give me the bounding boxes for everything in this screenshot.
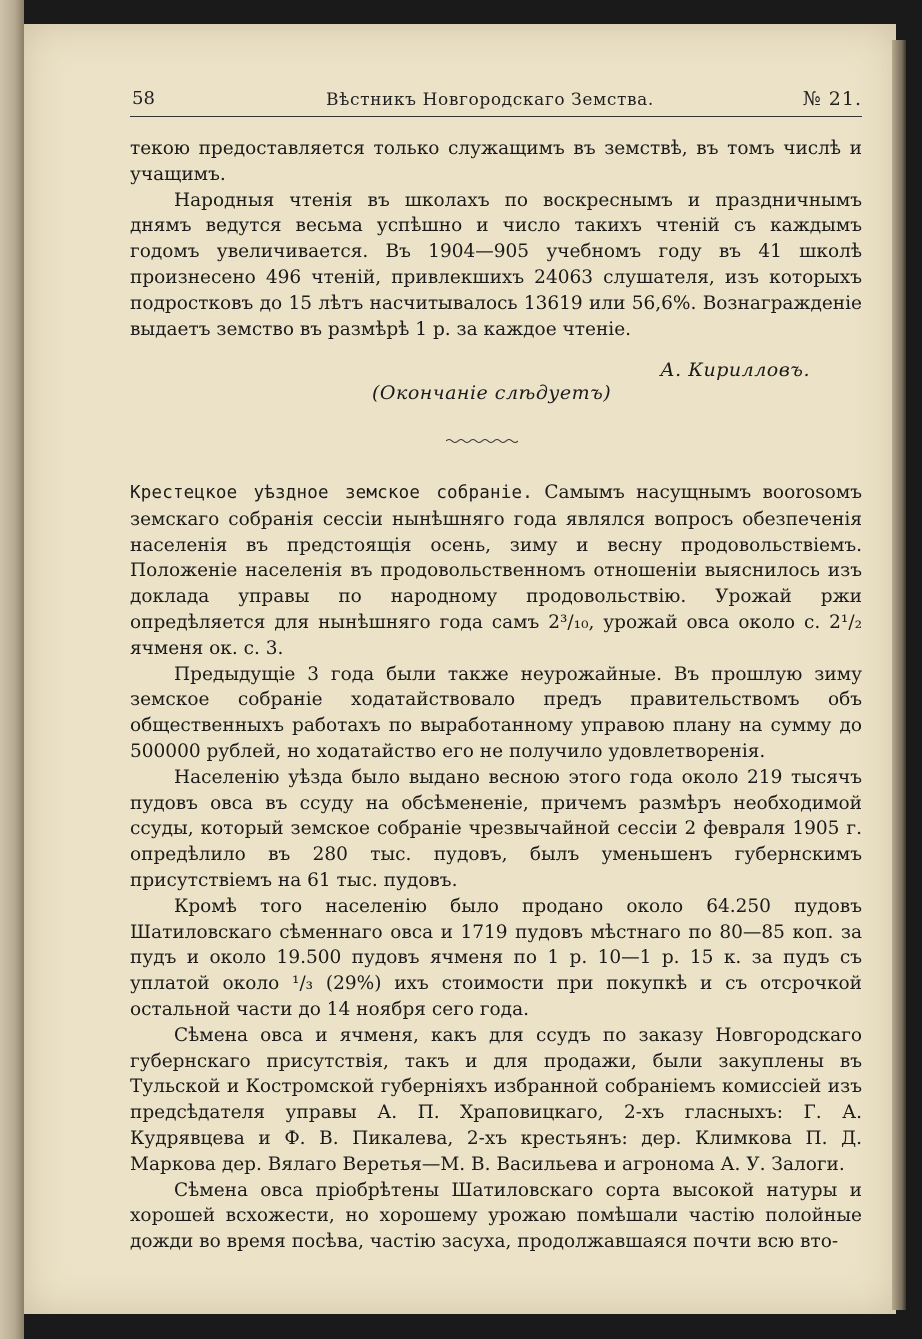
- running-header: [130, 86, 862, 117]
- section-divider: [446, 436, 518, 446]
- author-signature: А. Кирилловъ.: [660, 359, 810, 381]
- article-body: [130, 480, 862, 1255]
- paragraph: Населенію уѣзда было выдано весною этого года около 219 тысячъ пудовъ овса въ ссуду на обсѣмененіе, причемъ размѣръ необходимой ссуды, который земское собраніе чрезвычайной сессіи 2 февраля 1905 г. опредѣлило въ 280 тыс. пудовъ, былъ уменьшенъ губернскимъ присутствіемъ на 61 тыс. пудовъ.: [130, 766, 862, 891]
- paragraph: Сѣмена овса и ячменя, какъ для ссудъ по заказу Новгородскаго губернскаго присутствія, такъ и для продажи, были закуплены въ Тульской и Костромской губерніяхъ избранной собраніемъ комиссіей изъ предсѣдателя управы А. П. Храповицкаго, 2-хъ гласныхъ: Г. А. Кудрявцева и Ф. В. Пикалева, 2-хъ крестьянъ: дер. Климкова П. Д. Маркова дер. Вялаго Веретья—М. В. Васильева и агронома А. У. Залоги.: [130, 1024, 862, 1175]
- paragraph-text: Самымъ насущнымъ воorosомъ земскаго собранія сессіи нынѣшняго года являлся вопросъ обезпеченія населенія въ предстоящія осень, зиму и весну продовольствіемъ. Положеніе населенія въ продовольственномъ отношеніи выяснилось изъ доклада управы по народному продовольствію. Урожай ржи опредѣляется для нынѣшняго года самъ 2³/₁₀, урожай овса около с. 2¹/₂ ячменя ок. с. 3.: [130, 482, 862, 659]
- page-edge: [892, 40, 906, 1310]
- paragraph: текою предоставляется только служащимъ въ земствѣ, въ томъ числѣ и учащимъ.: [130, 138, 862, 185]
- journal-title: Вѣстникъ Новгородскаго Земства.: [326, 90, 654, 110]
- paragraph: Сѣмена овса пріобрѣтены Шатиловскаго сорта высокой натуры и хорошей всхожести, но хорошему урожаю помѣшали частію полойные дожди во время посѣва, частію засуха, продолжавшаяся почти всю вто-: [130, 1179, 862, 1253]
- paragraph: Народныя чтенія въ школахъ по воскреснымъ и праздничнымъ днямъ ведутся весьма успѣшно и число такихъ чтеній съ каждымъ годомъ увеличивается. Въ 1904—905 учебномъ году въ 41 школѣ произнесено 496 чтеній, привлекшихъ 24063 слушателя, изъ которыхъ подростковъ до 15 лѣтъ насчитывалось 13619 или 56,6%. Вознагражденіе выдаетъ земство въ размѣрѣ 1 р. за каждое чтеніе.: [130, 189, 862, 340]
- paragraph: Кромѣ того населенію было продано около 64.250 пудовъ Шатиловскаго сѣменнаго овса и 1719 пудовъ мѣстнаго по 80—85 коп. за пудъ и около 19.500 пудовъ ячменя по 1 р. 10—1 р. 15 к. за пудъ съ уплатой около ¹/₃ (29%) ихъ стоимости при покупкѣ и съ отсрочкой остальной части до 14 ноября сего года.: [130, 895, 862, 1020]
- article-heading: Крестецкое уѣздное земское собраніе.: [130, 483, 533, 503]
- continuation-note: (Окончаніе слѣдуетъ): [372, 382, 612, 404]
- article-ending: [130, 136, 862, 342]
- binding-edge: [0, 0, 24, 1339]
- page-number: 58: [132, 88, 155, 109]
- paragraph: Предыдущіе 3 года были также неурожайные. Въ прошлую зиму земское собраніе ходатайствовало предъ правительствомъ объ общественныхъ работахъ по выработанному управою плану на сумму до 500000 рублей, но ходатайство его не получило удовлетворенія.: [130, 663, 862, 762]
- issue-number: № 21.: [802, 88, 862, 110]
- paragraph: [130, 480, 862, 662]
